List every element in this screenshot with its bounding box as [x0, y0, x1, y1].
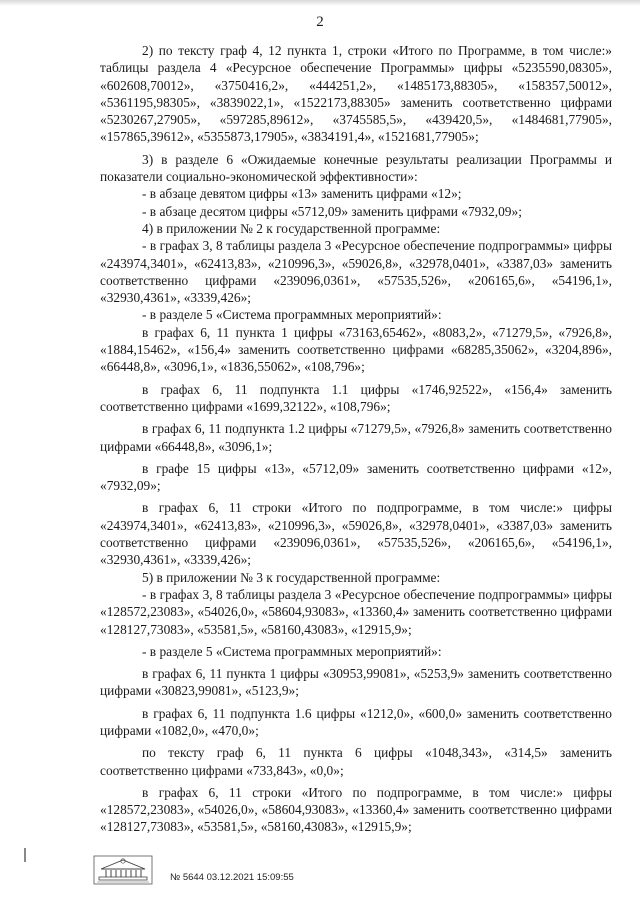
- paragraph-appendix-3-graphs-3-8: - в графах 3, 8 таблицы раздела 3 «Ресурсное обеспечение подпрограммы» цифры «128572,23083», «54026,0», «58604,93083», «13360,4» заменить соответственно цифрами «128127,73083», «53581,5», «58160,43083», «12915,9»;: [100, 586, 612, 637]
- paragraph-4-appendix-2: 4) в приложении № 2 к государственной программе:: [142, 220, 441, 236]
- paragraph-item-ninth: - в абзаце девятом цифры «13» заменить цифрами «12»;: [142, 186, 462, 202]
- document-body: [100, 42, 612, 836]
- paragraph-item-tenth: - в абзаце десятом цифры «5712,09» заменить цифрами «7932,09»;: [142, 203, 522, 219]
- paragraph-3-section-6: 3) в разделе 6 «Ожидаемые конечные результаты реализации Программы и показатели социально-экономической эффективности»:: [100, 151, 612, 185]
- paragraph-appendix-2-total: в графах 6, 11 строки «Итого по подпрограмме, в том числе:» цифры «243974,3401», «62413,83», «210996,3», «59026,8», «32978,0401», «3387,03» заменить соответственно цифрами «239096,0361», «57535,526», «206165,6», «54196,1», «32930,4361», «3339,426»;: [100, 500, 612, 568]
- paragraph-appendix-2-graphs-3-8: - в графах 3, 8 таблицы раздела 3 «Ресурсное обеспечение подпрограммы» цифры «243974,3401», «62413,83», «210996,3», «59026,8», «32978,0401», «3387,03» заменить соответственно цифрами «239096,0361», «57535,526», «206165,6», «54196,1», «32930,4361», «3339,426»;: [100, 238, 612, 306]
- paragraph-appendix-2-subpoint-1-1: в графах 6, 11 подпункта 1.1 цифры «1746,92522», «156,4» заменить соответственно цифрами «1699,32122», «108,796»;: [100, 381, 612, 414]
- paragraph-2-graphs-4-12: 2) по тексту граф 4, 12 пункта 1, строки «Итого по Программе, в том числе:» таблицы раздела 4 «Ресурсное обеспечение Программы» цифры «5235590,08305», «602608,70012», «3750416,2», «444251,2», «1485173,88305», «158357,50012», «5361195,98305», «3839022,1», «1522173,88305» заменить соответственно цифрами «5230267,27905», «597285,89612», «3745585,5», «439420,5», «1484681,77905», «157865,39612», «5355873,17905», «3834191,4», «1521681,77905»;: [100, 43, 612, 145]
- scan-margin-mark: [24, 848, 26, 862]
- paragraph-5-appendix-3: 5) в приложении № 3 к государственной программе:: [142, 569, 441, 585]
- paragraph-appendix-3-section-5: - в разделе 5 «Система программных мероприятий»:: [142, 643, 442, 659]
- paragraph-appendix-2-point-1: в графах 6, 11 пункта 1 цифры «73163,65462», «8083,2», «71279,5», «7926,8», «1884,15462», «156,4» заменить соответственно цифрами «68285,35062», «3204,896», «66448,8», «3096,1», «1836,55062», «108,796»;: [100, 324, 612, 375]
- document-registration-number: № 5644 03.12.2021 15:09:55: [170, 872, 294, 883]
- paragraph-appendix-3-subpoint-1-6: в графах 6, 11 подпункта 1.6 цифры «1212,0», «600,0» заменить соответственно цифрами «1082,0», «470,0»;: [100, 705, 612, 738]
- paragraph-appendix-2-graph-15: в графе 15 цифры «13», «5712,09» заменить соответственно цифрами «12», «7932,09»;: [100, 460, 612, 494]
- paragraph-appendix-3-point-1: в графах 6, 11 пункта 1 цифры «30953,99081», «5253,9» заменить соответственно цифрами «30823,99081», «5123,9»;: [100, 666, 612, 699]
- building-stamp-icon: [93, 855, 153, 885]
- paragraph-appendix-2-section-5: - в разделе 5 «Система программных мероприятий»:: [142, 307, 442, 323]
- paragraph-appendix-3-point-6: по тексту граф 6, 11 пункта 6 цифры «1048,343», «314,5» заменить соответственно цифрами «733,843», «0,0»;: [100, 745, 612, 778]
- paragraph-appendix-2-subpoint-1-2: в графах 6, 11 подпункта 1.2 цифры «71279,5», «7926,8» заменить соответственно цифрами «66448,8», «3096,1»;: [100, 421, 612, 454]
- paragraph-appendix-3-total: в графах 6, 11 строки «Итого по подпрограмме, в том числе:» цифры «128572,23083», «54026,0», «58604,93083», «13360,4» заменить соответственно цифрами «128127,73083», «53581,5», «58160,43083», «12915,9»;: [100, 784, 612, 835]
- scan-edge: [0, 0, 640, 6]
- page-number: 2: [316, 14, 324, 30]
- document-footer: [93, 855, 393, 891]
